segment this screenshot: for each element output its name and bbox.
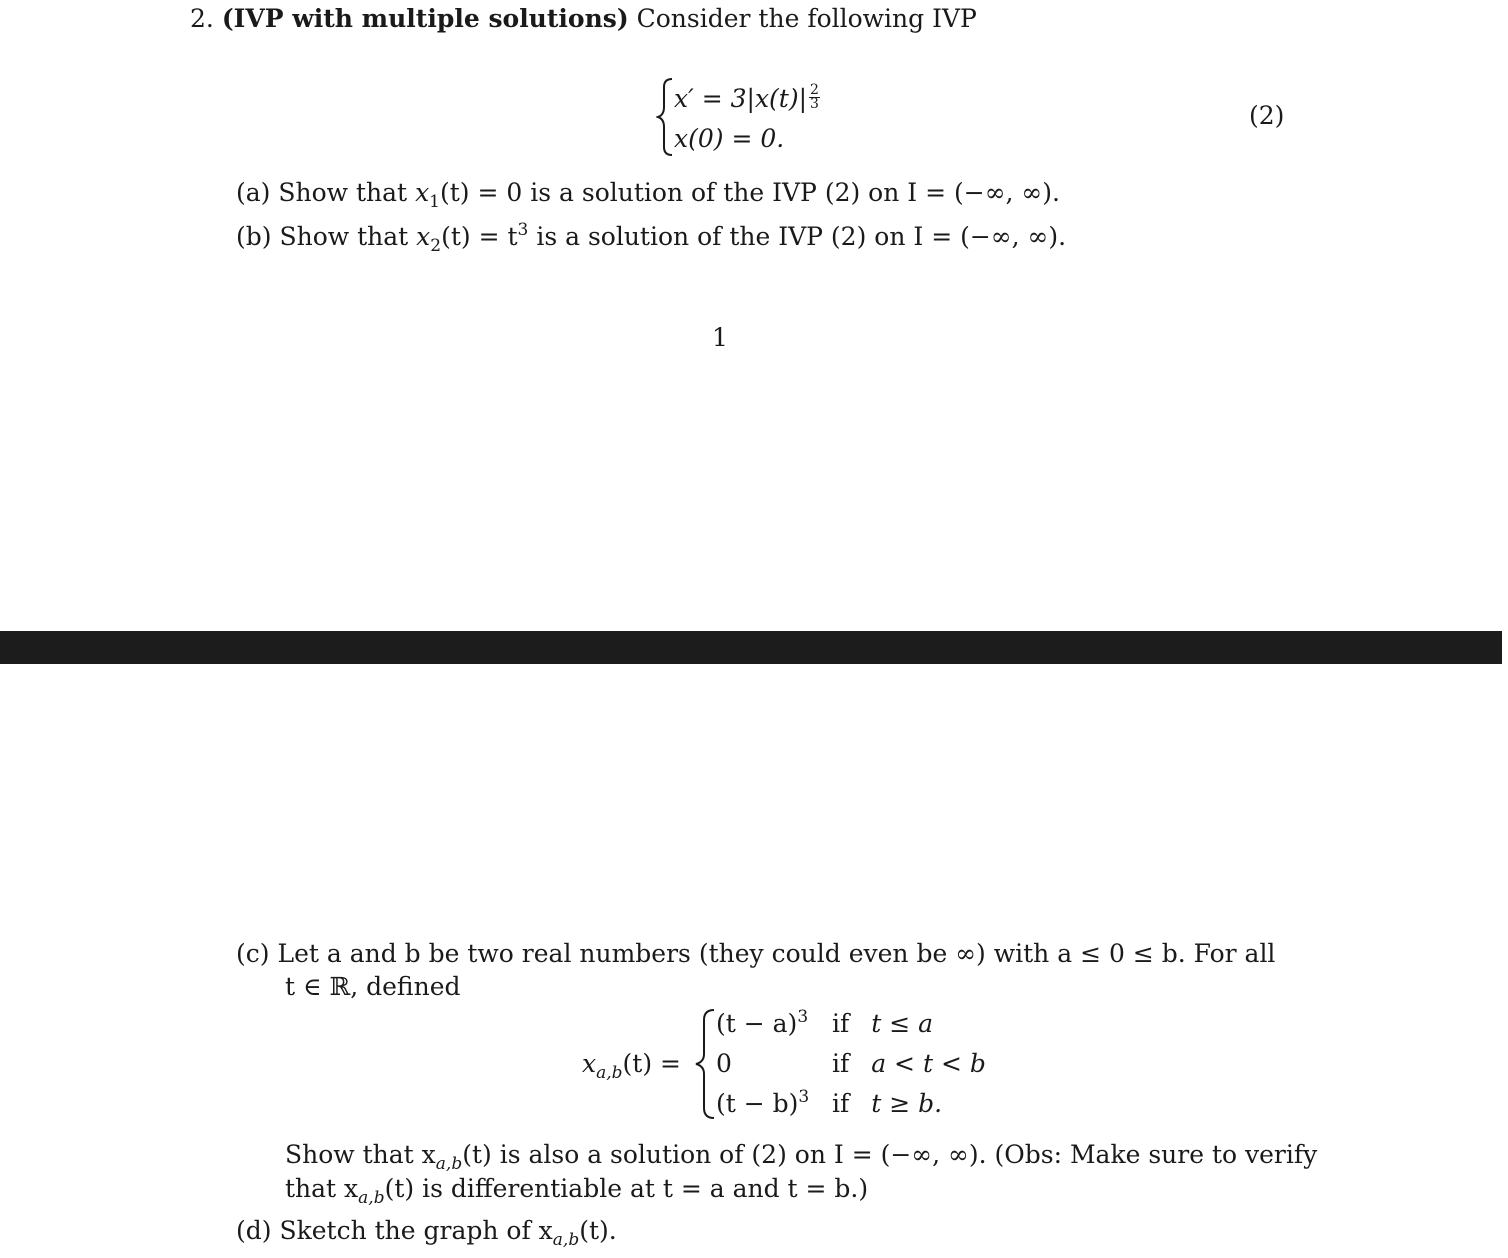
part-d: (d) Sketch the graph of $x_{a,b}(t)$.	[236, 1216, 617, 1250]
problem-title: (IVP with multiple solutions)	[221, 4, 629, 33]
problem-number: 2.	[190, 4, 214, 33]
part-c-line2: t ∈ ℝ, defined	[285, 972, 461, 1001]
page-separator	[0, 631, 1502, 664]
piecewise-lhs: $x_{a,b}(t)$ =	[582, 1049, 681, 1083]
equation-label: (2)	[1249, 101, 1285, 130]
part-c-label: (c)	[236, 939, 270, 968]
problem-intro: Consider the following IVP	[636, 4, 977, 33]
page-number: 1	[712, 323, 728, 352]
exponent-fraction: $\frac{2}{3}$	[810, 82, 819, 112]
part-d-label: (d)	[236, 1216, 272, 1245]
case-row: $(t - b)^3$	[716, 1087, 810, 1118]
part-c-show-line2: that $x_{a,b}(t)$ is differentiable at t = a and t = b.)	[285, 1174, 869, 1208]
part-c-show-line1: Show that $x_{a,b}(t)$ is also a solution of (2) on I = (−∞, ∞). (Obs: Make sure to verify	[285, 1140, 1318, 1174]
part-b-label: (b)	[236, 222, 272, 251]
part-b: (b) Show that $x_2(t) = t^3$ is a solution of the IVP (2) on I = (−∞, ∞).	[236, 220, 1067, 256]
case-row: 0	[716, 1049, 732, 1078]
case-condition: if a < t < b	[832, 1049, 986, 1078]
part-a-label: (a)	[236, 178, 271, 207]
problem-heading	[190, 4, 977, 33]
case-row: $(t - a)^3$	[716, 1007, 809, 1038]
ivp-initial-condition: x(0) = 0.	[674, 124, 785, 153]
part-a: (a) Show that $x_1(t) = 0$ is a solution of the IVP (2) on I = (−∞, ∞).	[236, 178, 1060, 212]
case-condition: if t ≥ b.	[832, 1089, 943, 1118]
piecewise-brace	[694, 1008, 718, 1120]
ivp-equation: x′ = 3|x(t)| $\frac{2}{3}$	[674, 82, 819, 113]
case-condition: if t ≤ a	[832, 1009, 933, 1038]
part-c-line1: (c) Let a and b be two real numbers (they could even be ∞) with a ≤ 0 ≤ b. For all	[236, 939, 1276, 968]
ivp-brace	[656, 77, 676, 157]
